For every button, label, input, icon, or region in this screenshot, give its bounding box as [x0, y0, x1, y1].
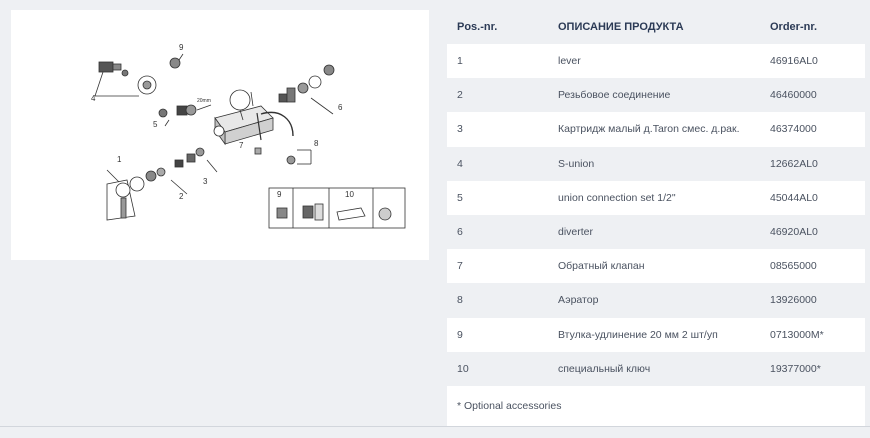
cell-description: S-union	[548, 147, 760, 181]
cell-description: Аэратор	[548, 283, 760, 317]
header-description: ОПИСАНИЕ ПРОДУКТА	[548, 10, 760, 44]
cell-order-number: 46920AL0	[760, 215, 865, 249]
cell-pos: 5	[447, 181, 548, 215]
inset-label-10: 10	[345, 190, 354, 199]
cell-order-number: 19377000*	[760, 352, 865, 386]
callout-9: 9	[179, 43, 184, 52]
callout-8: 8	[314, 139, 319, 148]
cell-description: union connection set 1/2"	[548, 181, 760, 215]
exploded-diagram-panel	[11, 10, 429, 260]
part-extension-drawing	[170, 54, 183, 68]
cell-description: diverter	[548, 215, 760, 249]
table-row	[447, 352, 865, 386]
cell-order-number: 45044AL0	[760, 181, 865, 215]
table-header-row	[447, 10, 865, 44]
cell-description: Резьбовое соединение	[548, 78, 760, 112]
part-cartridge-drawing	[130, 148, 217, 194]
callout-3: 3	[203, 177, 208, 186]
cell-description: lever	[548, 44, 760, 78]
cell-pos: 1	[447, 44, 548, 78]
callout-4: 4	[91, 94, 96, 103]
part-check-valve-drawing	[255, 148, 261, 154]
table-row	[447, 78, 865, 112]
table-row	[447, 112, 865, 146]
cell-pos: 7	[447, 249, 548, 283]
cell-pos: 4	[447, 147, 548, 181]
header-pos: Pos.-nr.	[447, 10, 548, 44]
cell-pos: 9	[447, 318, 548, 352]
table-row	[447, 215, 865, 249]
callout-7: 7	[239, 141, 244, 150]
parts-table	[447, 10, 865, 426]
cell-order-number: 13926000	[760, 283, 865, 317]
table-row	[447, 249, 865, 283]
cell-pos: 10	[447, 352, 548, 386]
table-row	[447, 318, 865, 352]
cell-pos: 3	[447, 112, 548, 146]
part-lever-drawing	[107, 170, 135, 220]
footnote-row	[447, 386, 865, 426]
cell-description: Втулка-удлинение 20 мм 2 шт/уп	[548, 318, 760, 352]
callout-2: 2	[179, 192, 184, 201]
cell-description: Картридж малый д.Taron смес. д.рак.	[548, 112, 760, 146]
footnote-text: * Optional accessories	[447, 386, 865, 426]
cell-order-number: 46374000	[760, 112, 865, 146]
table-row	[447, 283, 865, 317]
callout-1: 1	[117, 155, 122, 164]
part-aerator-drawing	[287, 150, 311, 164]
cell-description: Обратный клапан	[548, 249, 760, 283]
callout-6: 6	[338, 103, 343, 112]
part-s-union-drawing	[95, 62, 156, 96]
exploded-diagram	[11, 10, 429, 260]
cell-order-number: 46916AL0	[760, 44, 865, 78]
dimension-label: 20mm	[197, 98, 211, 104]
table-row	[447, 181, 865, 215]
bottom-divider	[0, 426, 870, 427]
cell-description: специальный ключ	[548, 352, 760, 386]
header-order-number: Order-nr.	[760, 10, 865, 44]
table-row	[447, 44, 865, 78]
part-union-connection-drawing	[159, 105, 211, 126]
inset-label-9: 9	[277, 190, 282, 199]
cell-order-number: 08565000	[760, 249, 865, 283]
table-row	[447, 147, 865, 181]
cell-pos: 6	[447, 215, 548, 249]
cell-order-number: 0713000M*	[760, 318, 865, 352]
part-diverter-drawing	[279, 65, 334, 114]
cell-order-number: 12662AL0	[760, 147, 865, 181]
cell-order-number: 46460000	[760, 78, 865, 112]
inset-box-drawing	[269, 188, 405, 228]
cell-pos: 8	[447, 283, 548, 317]
callout-5: 5	[153, 120, 158, 129]
cell-pos: 2	[447, 78, 548, 112]
